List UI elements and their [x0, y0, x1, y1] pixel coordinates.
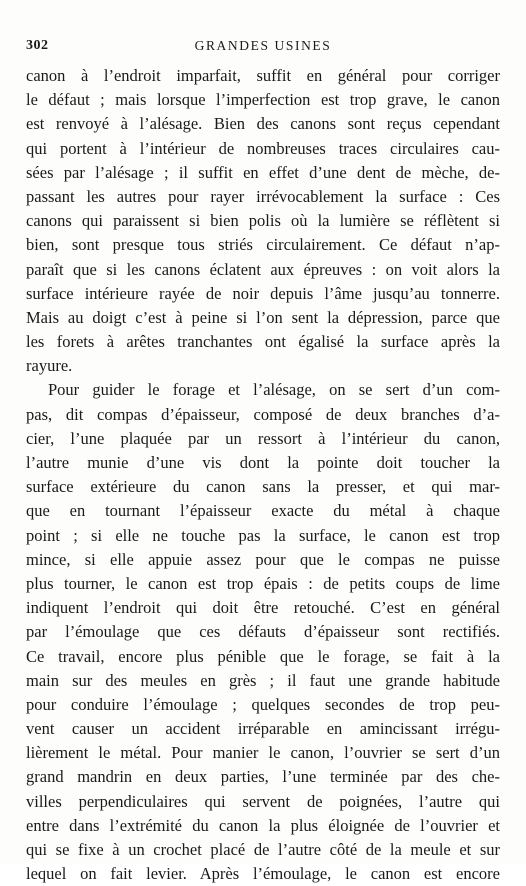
text-line: est renvoyé à l’alésage. Bien des canons sont reçus cependant	[26, 114, 500, 134]
text-line: canon à l’endroit imparfait, suffit en général pour corriger	[26, 66, 500, 85]
text-line: passant les autres pour rayer irrévocablement la surface : Ces	[26, 186, 500, 206]
text-line: canons qui paraissent si bien polis où la lumière se réflètent si	[26, 211, 500, 231]
text-line: que en tournant l’épaisseur exacte du métal à chaque	[26, 501, 500, 521]
page-header	[26, 38, 500, 58]
text-line: rayure.	[26, 356, 73, 376]
text-line: grand mandrin en deux parties, l’une terminée par des che-	[26, 767, 500, 787]
text-line: sées par l’alésage ; il suffit en effet d’une dent de mèche, de-	[26, 162, 500, 182]
text-line: qui portent à l’intérieur de nombreuses traces circulaires cau-	[26, 138, 500, 158]
text-line: l’autre munie d’une vis dont la pointe doit toucher la	[26, 453, 500, 472]
text-line: bien, sont presque tous striés circulairement. Ce défaut n’ap-	[26, 235, 500, 255]
text-line: par l’émoulage que ces défauts d’épaisseur sont rectifiés.	[26, 622, 500, 642]
text-line: pour conduire l’émoulage ; quelques secondes de trop peu-	[26, 694, 500, 714]
text-line: surface intérieure rayée de noir depuis l’âme jusqu’au tonnerre.	[26, 283, 500, 303]
text-line: entre dans l’extrémité du canon la plus éloignée de l’ouvrier et	[26, 815, 500, 835]
text-line: les forets à arêtes tranchantes ont égalisé la surface après la	[26, 332, 500, 352]
text-line: paraît que si les canons éclatent aux épreuves : on voit alors la	[26, 259, 500, 279]
text-line: Ce travail, encore plus pénible que le forage, se fait à la	[26, 646, 500, 666]
text-line: vent causer un accident irréparable en amincissant irrégu-	[26, 719, 500, 739]
text-line: surface extérieure du canon sans la presser, et qui mar-	[26, 477, 500, 497]
text-line: Mais au doigt c’est à peine si l’on sent la dépression, parce que	[26, 307, 500, 327]
text-line: lièrement le métal. Pour manier le canon, l’ouvrier se sert d’un	[26, 743, 500, 763]
text-line: plus tourner, le canon est trop épais : de petits coups de lime	[26, 573, 500, 593]
text-line: cier, l’une plaquée par un ressort à l’intérieur du canon,	[26, 428, 500, 448]
text-line: Pour guider le forage et l’alésage, on se sert d’un com-	[48, 380, 500, 400]
page-number: 302	[26, 38, 49, 53]
text-line: indiquent l’endroit qui doit être retouché. C’est en général	[26, 598, 500, 618]
text-line: le défaut ; mais lorsque l’imperfection est trop grave, le canon	[26, 90, 500, 110]
text-line: point ; si elle ne touche pas la surface, le canon est trop	[26, 525, 500, 545]
text-line: villes perpendiculaires qui servent de poignées, l’autre qui	[26, 791, 500, 811]
running-title: GRANDES USINES	[194, 38, 332, 53]
body-text	[26, 64, 500, 886]
text-line: mince, si elle appuie assez pour que le compas ne puisse	[26, 549, 500, 569]
text-line: lequel on fait levier. Après l’émoulage, le canon est encore	[26, 864, 500, 884]
text-line: qui se fixe à un crochet placé de l’autre côté de la meule et sur	[26, 840, 500, 859]
text-line: pas, dit compas d’épaisseur, composé de deux branches d’a-	[26, 404, 500, 424]
text-line: main sur des meules en grès ; il faut une grande habitude	[26, 670, 500, 690]
